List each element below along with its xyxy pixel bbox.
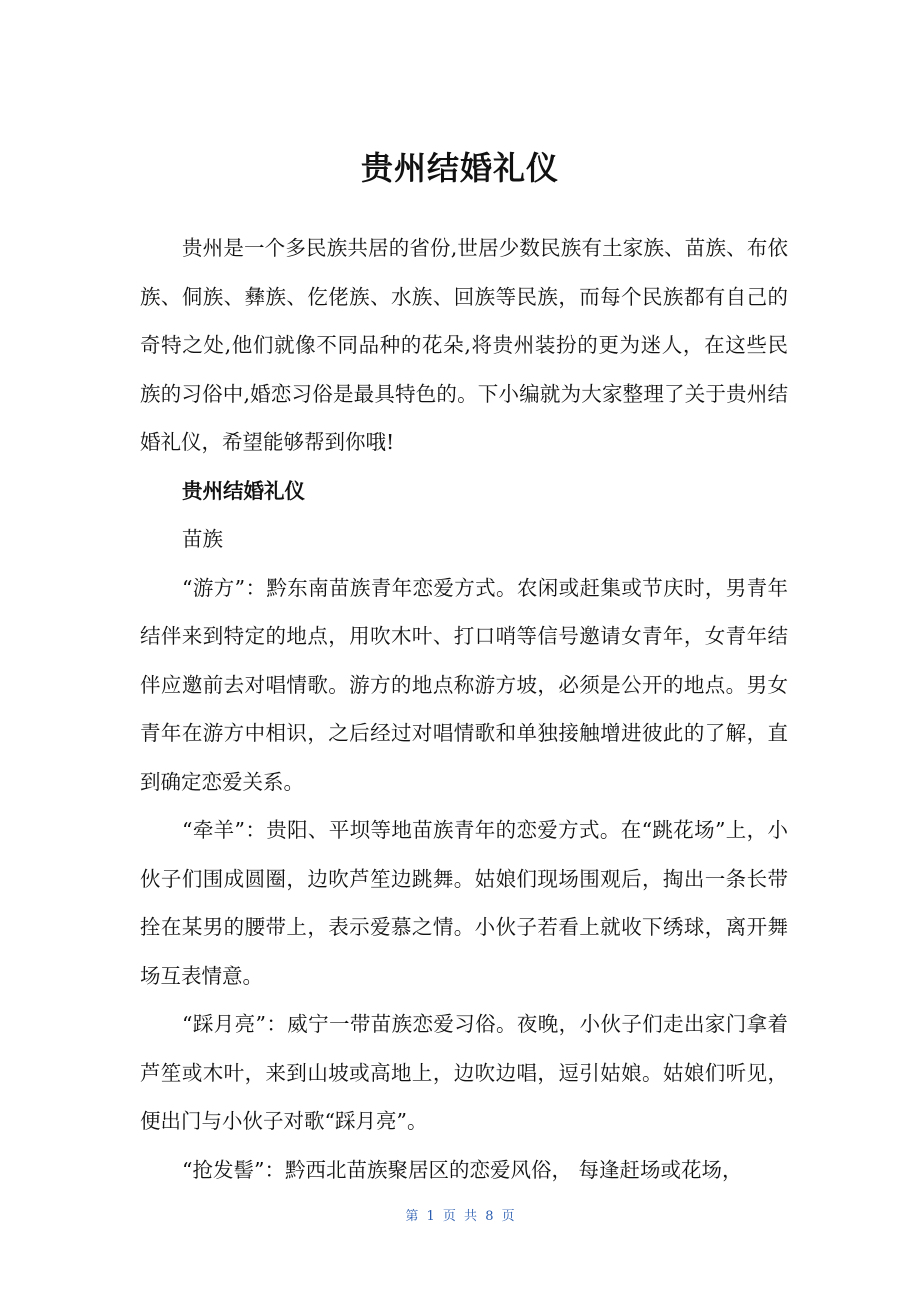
section-heading: 贵州结婚礼仪 bbox=[182, 478, 305, 503]
paragraph-caiyueliang: “踩月亮”：威宁一带苗族恋爱习俗。夜晚，小伙子们走出家门拿着芦笙或木叶，来到山坡或高地上，边吹边唱，逗引姑娘。姑娘们听见，便出门与小伙子对歌“踩月亮”。 bbox=[140, 1012, 788, 1133]
paragraph-qiangfaji: “抢发髻”：黔西北苗族聚居区的恋爱风俗， 每逢赶场或花场， bbox=[182, 1157, 743, 1182]
page-footer: 第 1 页 共 8 页 bbox=[405, 1209, 515, 1224]
subsection-label-miao: 苗族 bbox=[182, 527, 223, 551]
document-body bbox=[140, 224, 788, 1194]
paragraph-qianyang: “牵羊”：贵阳、平坝等地苗族青年的恋爱方式。在“跳花场”上，小伙子们围成圆圈，边吹芦笙边跳舞。姑娘们现场围观后，掏出一条长带拴在某男的腰带上，表示爱慕之情。小伙子若看上就收下绣球，离开舞场互表情意。 bbox=[140, 818, 788, 988]
paragraph-youfang: “游方”：黔东南苗族青年恋爱方式。农闲或赶集或节庆时，男青年结伴来到特定的地点，用吹木叶、打口哨等信号邀请女青年，女青年结伴应邀前去对唱情歌。游方的地点称游方坡，必须是公开的地点。男女青年在游方中相识，之后经过对唱情歌和单独接触增进彼此的了解，直到确定恋爱关系。 bbox=[140, 575, 788, 794]
intro-paragraph: 贵州是一个多民族共居的省份,世居少数民族有土家族、苗族、布依族、侗族、彝族、仡佬族、水族、回族等民族，而每个民族都有自己的奇特之处,他们就像不同品种的花朵,将贵州装扮的更为迷人，在这些民族的习俗中,婚恋习俗是最具特色的。下小编就为大家整理了关于贵州结婚礼仪，希望能够帮到你哦! bbox=[140, 236, 788, 454]
document-title: 贵州结婚礼仪 bbox=[360, 149, 559, 187]
